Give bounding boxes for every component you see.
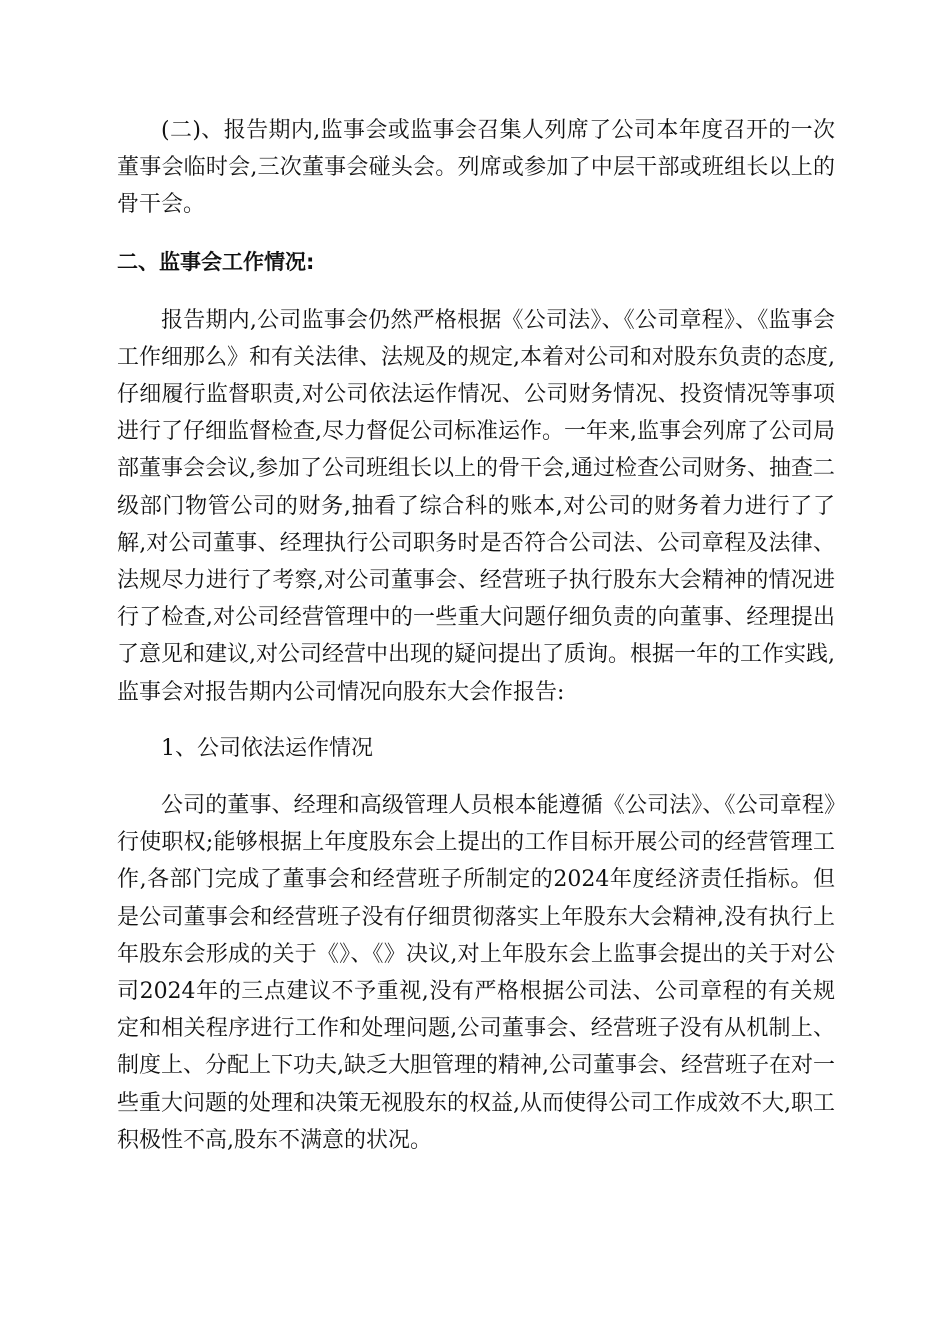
paragraph-meeting-attendance: (二)、报告期内,监事会或监事会召集人列席了公司本年度召开的一次董事会临时会,三次董事会碰头会。列席或参加了中层干部或班组长以上的骨干会。 — [117, 118, 835, 218]
sub-heading-legal-operation: 1、公司依法运作情况 — [161, 735, 373, 761]
paragraph-legal-operation: 公司的董事、经理和高级管理人员根本能遵循《公司法》、《公司章程》行使职权;能够根据上年度股东会上提出的工作目标开展公司的经营管理工作,各部门完成了董事会和经营班子所制定的2024年度经济责任指标。但是公司董事会和经营班子没有仔细贯彻落实上年股东大会精神,没有执行上年股东会形成的关于《》、《》决议,对上年股东会上监事会提出的关于对公司2024年的三点建议不予重视,没有严格根据公司法、公司章程的有关规定和相关程序进行工作和处理问题,公司董事会、经营班子没有从机制上、制度上、分配上下功夫,缺乏大胆管理的精神,公司董事会、经营班子在对一些重大问题的处理和决策无视股东的权益,从而使得公司工作成效不大,职工积极性不高,股东不满意的状况。 — [117, 793, 835, 1153]
document-page — [117, 112, 835, 1159]
paragraph-supervisory-work: 报告期内,公司监事会仍然严格根据《公司法》、《公司章程》、《监事会工作细那么》和有关法律、法规及的规定,本着对公司和对股东负责的态度,仔细履行监督职责,对公司依法运作情况、公司财务情况、投资情况等事项进行了仔细监督检查,尽力督促公司标准运作。一年来,监事会列席了公司局部董事会会议,参加了公司班组长以上的骨干会,通过检查公司财务、抽查二级部门物管公司的财务,抽看了综合科的账本,对公司的财务着力进行了了解,对公司董事、经理执行公司职务时是否符合公司法、公司章程及法律、法规尽力进行了考察,对公司董事会、经营班子执行股东大会精神的情况进行了检查,对公司经营管理中的一些重大问题仔细负责的向董事、经理提出了意见和建议,对公司经营中出现的疑问提出了质询。根据一年的工作实践,监事会对报告期内公司情况向股东大会作报告: — [117, 307, 835, 705]
section-heading-supervisory-work: 二、监事会工作情况: — [117, 249, 315, 274]
